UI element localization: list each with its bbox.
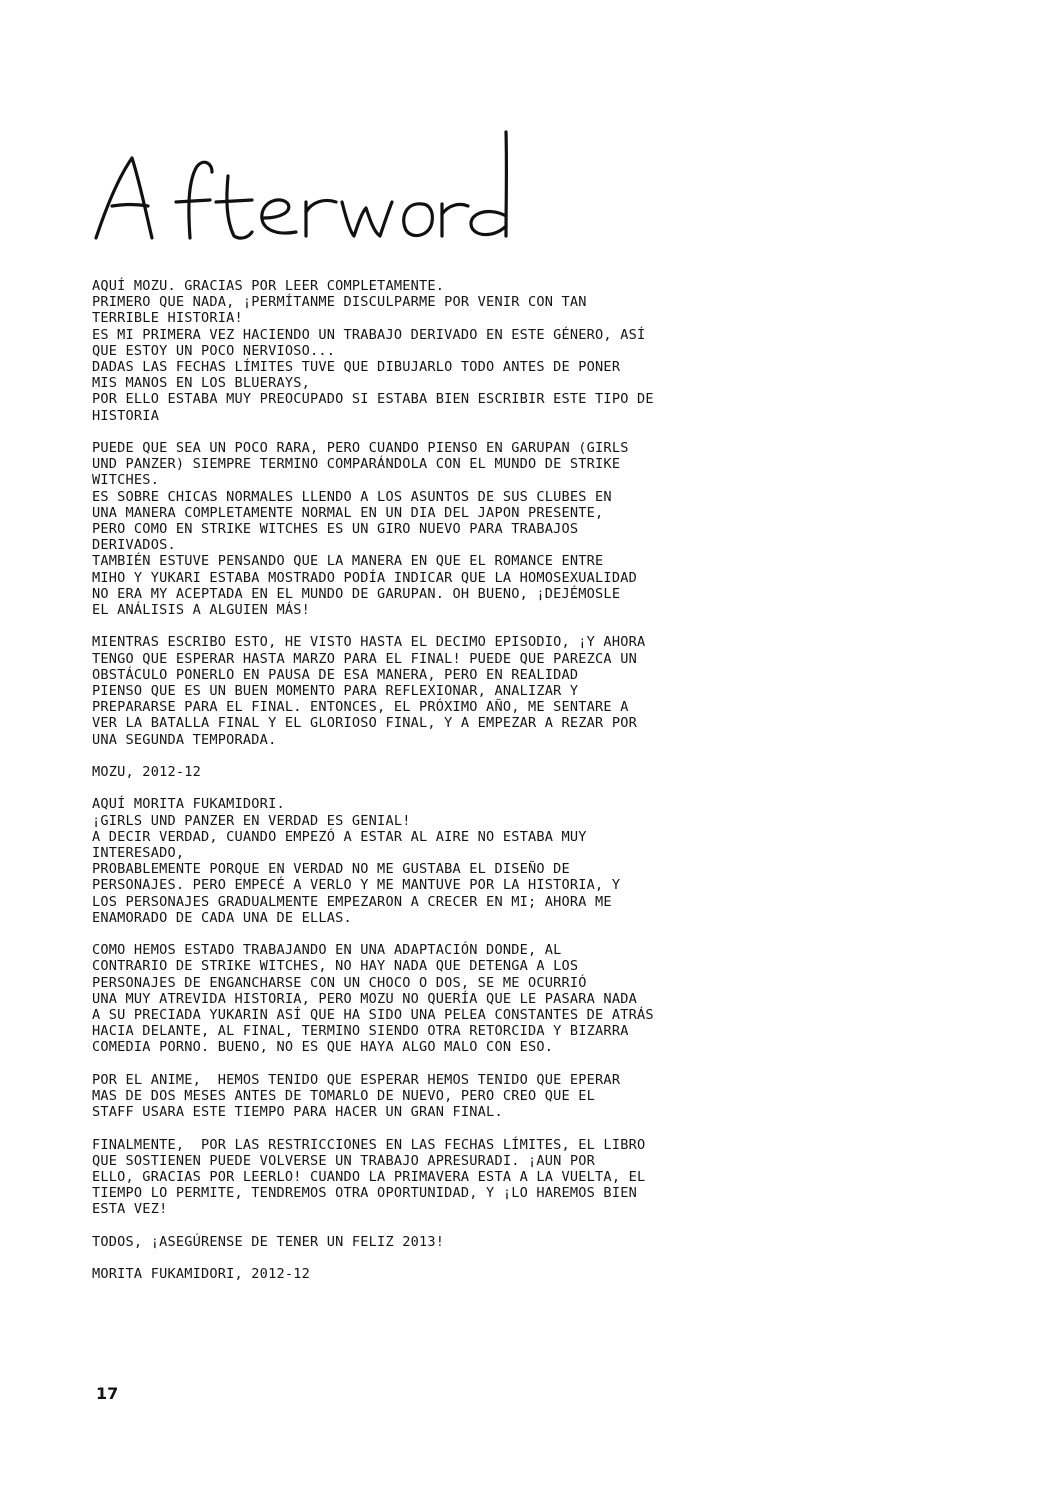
paragraph xyxy=(92,796,792,926)
text-line: WITCHES. xyxy=(92,472,160,489)
text-line: LOS PERSONAJES GRADUALMENTE EMPEZARON A CRECER EN MI; AHORA ME xyxy=(92,893,612,910)
text-line: POR ELLO ESTABA MUY PREOCUPADO SI ESTABA BIEN ESCRIBIR ESTE TIPO DE xyxy=(92,391,654,408)
text-line: PIENSO QUE ES UN BUEN MOMENTO PARA REFLEXIONAR, ANALIZAR Y xyxy=(92,683,579,700)
afterword-body xyxy=(92,278,792,1299)
handwritten-title-graphic xyxy=(92,128,512,258)
text-line: A SU PRECIADA YUKARIN ASÍ QUE HA SIDO UNA PELEA CONSTANTES DE ATRÁS xyxy=(92,1007,654,1024)
text-line: OBSTÁCULO PONERLO EN PAUSA DE ESA MANERA, PERO EN REALIDAD xyxy=(92,666,579,683)
text-line: STAFF USARA ESTE TIEMPO PARA HACER UN GRAN FINAL. xyxy=(92,1104,503,1121)
text-line: TIEMPO LO PERMITE, TENDREMOS OTRA OPORTUNIDAD, Y ¡LO HAREMOS BIEN xyxy=(92,1185,637,1202)
text-line: FINALMENTE, POR LAS RESTRICCIONES EN LAS FECHAS LÍMITES, EL LIBRO xyxy=(92,1136,646,1153)
text-line: COMEDIA PORNO. BUENO, NO ES QUE HAYA ALGO MALO CON ESO. xyxy=(92,1039,554,1056)
paragraph xyxy=(92,1266,792,1282)
text-line: EL ANÁLISIS A ALGUIEN MÁS! xyxy=(92,602,310,619)
text-line: TODOS, ¡ASEGÚRENSE DE TENER UN FELIZ 2013! xyxy=(92,1233,445,1250)
text-line: UND PANZER) SIEMPRE TERMINO COMPARÁNDOLA CON EL MUNDO DE STRIKE xyxy=(92,456,621,473)
text-line: MIS MANOS EN LOS BLUERAYS, xyxy=(92,375,310,392)
text-line: ES SOBRE CHICAS NORMALES LLENDO A LOS ASUNTOS DE SUS CLUBES EN xyxy=(92,488,612,505)
text-line: VER LA BATALLA FINAL Y EL GLORIOSO FINAL, Y A EMPEZAR A REZAR POR xyxy=(92,715,637,732)
text-line: MIHO Y YUKARI ESTABA MOSTRADO PODÍA INDICAR QUE LA HOMOSEXUALIDAD xyxy=(92,569,637,586)
text-line: HISTORIA xyxy=(92,407,160,424)
text-line: DERIVADOS. xyxy=(92,537,176,554)
text-line: ESTA VEZ! xyxy=(92,1201,168,1218)
text-line: PREPARARSE PARA EL FINAL. ENTONCES, EL PRÓXIMO AÑO, ME SENTARE A xyxy=(92,699,629,716)
paragraph xyxy=(92,278,792,424)
text-line: AQUÍ MORITA FUKAMIDORI. xyxy=(92,796,285,813)
text-line: PROBABLEMENTE PORQUE EN VERDAD NO ME GUSTABA EL DISEÑO DE xyxy=(92,861,570,878)
text-line: MIENTRAS ESCRIBO ESTO, HE VISTO HASTA EL DECIMO EPISODIO, ¡Y AHORA xyxy=(92,634,646,651)
text-line: ES MI PRIMERA VEZ HACIENDO UN TRABAJO DERIVADO EN ESTE GÉNERO, ASÍ xyxy=(92,326,646,343)
text-line: MOZU, 2012-12 xyxy=(92,764,201,781)
text-line: UNA MANERA COMPLETAMENTE NORMAL EN UN DIA DEL JAPON PRESENTE, xyxy=(92,504,604,521)
text-line: TENGO QUE ESPERAR HASTA MARZO PARA EL FINAL! PUEDE QUE PAREZCA UN xyxy=(92,650,637,667)
page-title xyxy=(92,128,512,258)
text-line: PRIMERO QUE NADA, ¡PERMÍTANME DISCULPARME POR VENIR CON TAN xyxy=(92,294,587,311)
text-line: POR EL ANIME, HEMOS TENIDO QUE ESPERAR HEMOS TENIDO QUE EPERAR xyxy=(92,1071,621,1088)
paragraph xyxy=(92,634,792,747)
text-line: UNA MUY ATREVIDA HISTORIA, PERO MOZU NO QUERÍA QUE LE PASARA NADA xyxy=(92,990,637,1007)
text-line: AQUÍ MOZU. GRACIAS POR LEER COMPLETAMENTE. xyxy=(92,278,445,294)
paragraph xyxy=(92,440,792,618)
text-line: TAMBIÉN ESTUVE PENSANDO QUE LA MANERA EN QUE EL ROMANCE ENTRE xyxy=(92,553,604,570)
text-line: TERRIBLE HISTORIA! xyxy=(92,310,243,327)
paragraph xyxy=(92,942,792,1055)
text-line: A DECIR VERDAD, CUANDO EMPEZÓ A ESTAR AL AIRE NO ESTABA MUY xyxy=(92,828,587,845)
text-line: ELLO, GRACIAS POR LEERLO! CUANDO LA PRIMAVERA ESTA A LA VUELTA, EL xyxy=(92,1169,646,1186)
text-line: UNA SEGUNDA TEMPORADA. xyxy=(92,731,277,748)
text-line: MORITA FUKAMIDORI, 2012-12 xyxy=(92,1266,310,1283)
text-line: QUE SOSTIENEN PUEDE VOLVERSE UN TRABAJO APRESURADI. ¡AUN POR xyxy=(92,1152,596,1169)
text-line: COMO HEMOS ESTADO TRABAJANDO EN UNA ADAPTACIÓN DONDE, AL xyxy=(92,942,562,959)
paragraph xyxy=(92,1072,792,1121)
text-line: ENAMORADO DE CADA UNA DE ELLAS. xyxy=(92,909,352,926)
paragraph xyxy=(92,764,792,780)
paragraph xyxy=(92,1137,792,1218)
text-line: MAS DE DOS MESES ANTES DE TOMARLO DE NUEVO, PERO CREO QUE EL xyxy=(92,1088,596,1105)
text-line: NO ERA MY ACEPTADA EN EL MUNDO DE GARUPAN. OH BUENO, ¡DEJÉMOSLE xyxy=(92,585,621,602)
text-line: PUEDE QUE SEA UN POCO RARA, PERO CUANDO PIENSO EN GARUPAN (GIRLS xyxy=(92,440,629,457)
text-line: HACIA DELANTE, AL FINAL, TERMINO SIENDO OTRA RETORCIDA Y BIZARRA xyxy=(92,1023,629,1040)
text-line: INTERESADO, xyxy=(92,845,185,862)
text-line: PERSONAJES DE ENGANCHARSE CON UN CHOCO O DOS, SE ME OCURRIÓ xyxy=(92,974,587,991)
page-number: 17 xyxy=(96,1384,119,1403)
text-line: PERO COMO EN STRIKE WITCHES ES UN GIRO NUEVO PARA TRABAJOS xyxy=(92,521,579,538)
paragraph xyxy=(92,1234,792,1250)
text-line: PERSONAJES. PERO EMPECÉ A VERLO Y ME MANTUVE POR LA HISTORIA, Y xyxy=(92,877,621,894)
text-line: QUE ESTOY UN POCO NERVIOSO... xyxy=(92,342,336,359)
text-line: CONTRARIO DE STRIKE WITCHES, NO HAY NADA QUE DETENGA A LOS xyxy=(92,958,579,975)
text-line: DADAS LAS FECHAS LÍMITES TUVE QUE DIBUJARLO TODO ANTES DE PONER xyxy=(92,359,621,376)
text-line: ¡GIRLS UND PANZER EN VERDAD ES GENIAL! xyxy=(92,812,411,829)
